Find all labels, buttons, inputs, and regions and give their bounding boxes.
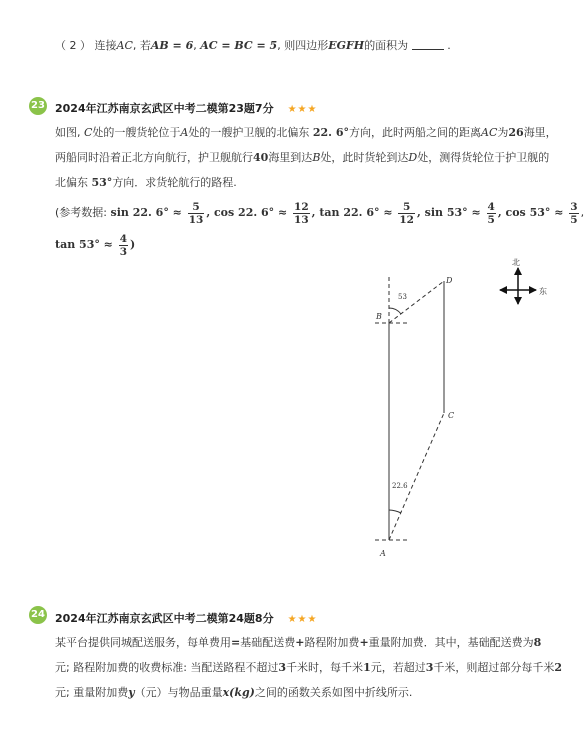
geometry-figure <box>360 268 470 563</box>
text: （元）与物品重量 <box>134 686 223 699</box>
text: 海里到达 <box>268 151 313 164</box>
text: 处，测得货轮位于护卫舰的 <box>417 151 550 164</box>
text: 处的一艘护卫舰的北偏东 <box>188 126 313 139</box>
label-d: D <box>446 276 453 285</box>
math: , cos 53° ≈ <box>497 206 568 219</box>
text: 之间的函数关系如图中折线所示. <box>254 686 413 699</box>
math: sin 22. 6° ≈ <box>110 206 186 219</box>
math: tan 53° ≈ <box>55 238 117 251</box>
label-a: A <box>380 549 386 558</box>
text: 的面积为 <box>364 39 409 52</box>
math: C <box>84 126 93 139</box>
math: 3 <box>278 661 287 674</box>
angle-label-53: 53 <box>398 293 407 301</box>
q23-reference-data <box>55 198 584 228</box>
math: , tan 22. 6° ≈ <box>311 206 397 219</box>
text: 连接 <box>94 39 117 52</box>
question-title-text: 2024年江苏南京玄武区中考二模第23题7分 <box>55 102 274 115</box>
math: , sin 53° ≈ <box>417 206 485 219</box>
text: 元，若超过 <box>370 661 426 674</box>
question-title-text: 2024年江苏南京玄武区中考二模第24题8分 <box>55 612 274 625</box>
compass-east-label: 东 <box>539 287 547 296</box>
text: 千米时，每千米 <box>286 661 364 674</box>
text: 两船同时沿着正北方向航行，护卫舰航行 <box>55 151 253 164</box>
label-b: B <box>376 312 382 321</box>
text: 路程附加费 <box>304 636 360 649</box>
math: , cos 22. 6° ≈ <box>206 206 292 219</box>
math: 22. 6° <box>312 126 349 139</box>
text: 方向．求货轮航行的路程. <box>112 176 237 189</box>
text: , 则四边形 <box>277 39 329 52</box>
text: 元; 重量附加费 <box>55 686 129 699</box>
part-number: （ 2 ） <box>55 39 91 52</box>
math: 26 <box>508 126 524 139</box>
math: x(kg) <box>222 686 255 699</box>
math: B <box>312 151 321 164</box>
line-bd <box>389 281 444 323</box>
fraction: $\frac{5}{13}$ <box>188 200 204 226</box>
question-title <box>55 610 317 626</box>
fraction: $\frac{4}{5}$ <box>487 200 495 226</box>
text: 处，此时货轮到达 <box>320 151 409 164</box>
math: 2 <box>554 661 563 674</box>
math: AC <box>116 39 133 52</box>
math: 40 <box>253 151 269 164</box>
math: 8 <box>533 636 542 649</box>
label-c: C <box>448 411 455 420</box>
part2-line <box>55 38 451 54</box>
q23-line-3 <box>55 175 237 191</box>
math: 53° <box>91 176 113 189</box>
q23-line-1 <box>55 125 557 141</box>
math: D <box>408 151 418 164</box>
text: , <box>193 39 201 52</box>
text: (参考数据: <box>55 206 111 219</box>
q24-line-2 <box>55 660 562 676</box>
answer-blank[interactable] <box>412 39 444 50</box>
fraction: $\frac{12}{13}$ <box>294 200 309 226</box>
question-number-badge: 24 <box>29 606 47 624</box>
text: 如图, <box>55 126 84 139</box>
compass-north-label: 北 <box>512 258 520 267</box>
compass-icon <box>495 256 555 306</box>
question-number-badge: 23 <box>29 97 47 115</box>
text: 某平台提供同城配送服务，每单费用 <box>55 636 231 649</box>
q24-line-1 <box>55 635 541 651</box>
text: 北偏东 <box>55 176 92 189</box>
text: , <box>580 206 584 219</box>
line-ac <box>389 413 444 540</box>
math: + <box>359 636 369 649</box>
math: AC = BC = 5 <box>200 39 278 52</box>
fraction: $\frac{3}{5}$ <box>570 200 578 226</box>
text: 基础配送费 <box>240 636 296 649</box>
math: y <box>128 686 135 699</box>
text: , 若 <box>132 39 151 52</box>
q23-line-2 <box>55 150 549 166</box>
angle-arc-22-6 <box>389 510 401 513</box>
math: + <box>295 636 305 649</box>
math: 1 <box>363 661 371 674</box>
text: 处的一艘货轮位于 <box>92 126 181 139</box>
math: AC <box>481 126 498 139</box>
text: 千米，则超过部分每千米 <box>433 661 555 674</box>
math: AB = 6 <box>150 39 194 52</box>
math: = <box>231 636 241 649</box>
difficulty-stars: ★★★ <box>287 104 318 115</box>
text: 元; 路程附加费的收费标准: 当配送路程不超过 <box>55 661 279 674</box>
q24-line-3 <box>55 685 412 701</box>
difficulty-stars: ★★★ <box>287 614 318 625</box>
text: 方向，此时两船之间的距离 <box>349 126 481 139</box>
angle-arc-53 <box>389 308 401 314</box>
text: 为 <box>497 126 509 139</box>
fraction: $\frac{5}{12}$ <box>399 200 414 226</box>
text: 海里， <box>523 126 557 139</box>
text: . <box>447 39 451 52</box>
math: 3 <box>425 661 434 674</box>
text: 重量附加费．其中，基础配送费为 <box>368 636 534 649</box>
math: A <box>180 126 189 139</box>
question-title <box>55 100 317 116</box>
fraction: $\frac{4}{3}$ <box>119 232 128 258</box>
math: EGFH <box>328 39 365 52</box>
text: ) <box>130 238 136 251</box>
angle-label-22-6: 22.6 <box>392 482 408 490</box>
q23-reference-data-2 <box>55 230 135 260</box>
